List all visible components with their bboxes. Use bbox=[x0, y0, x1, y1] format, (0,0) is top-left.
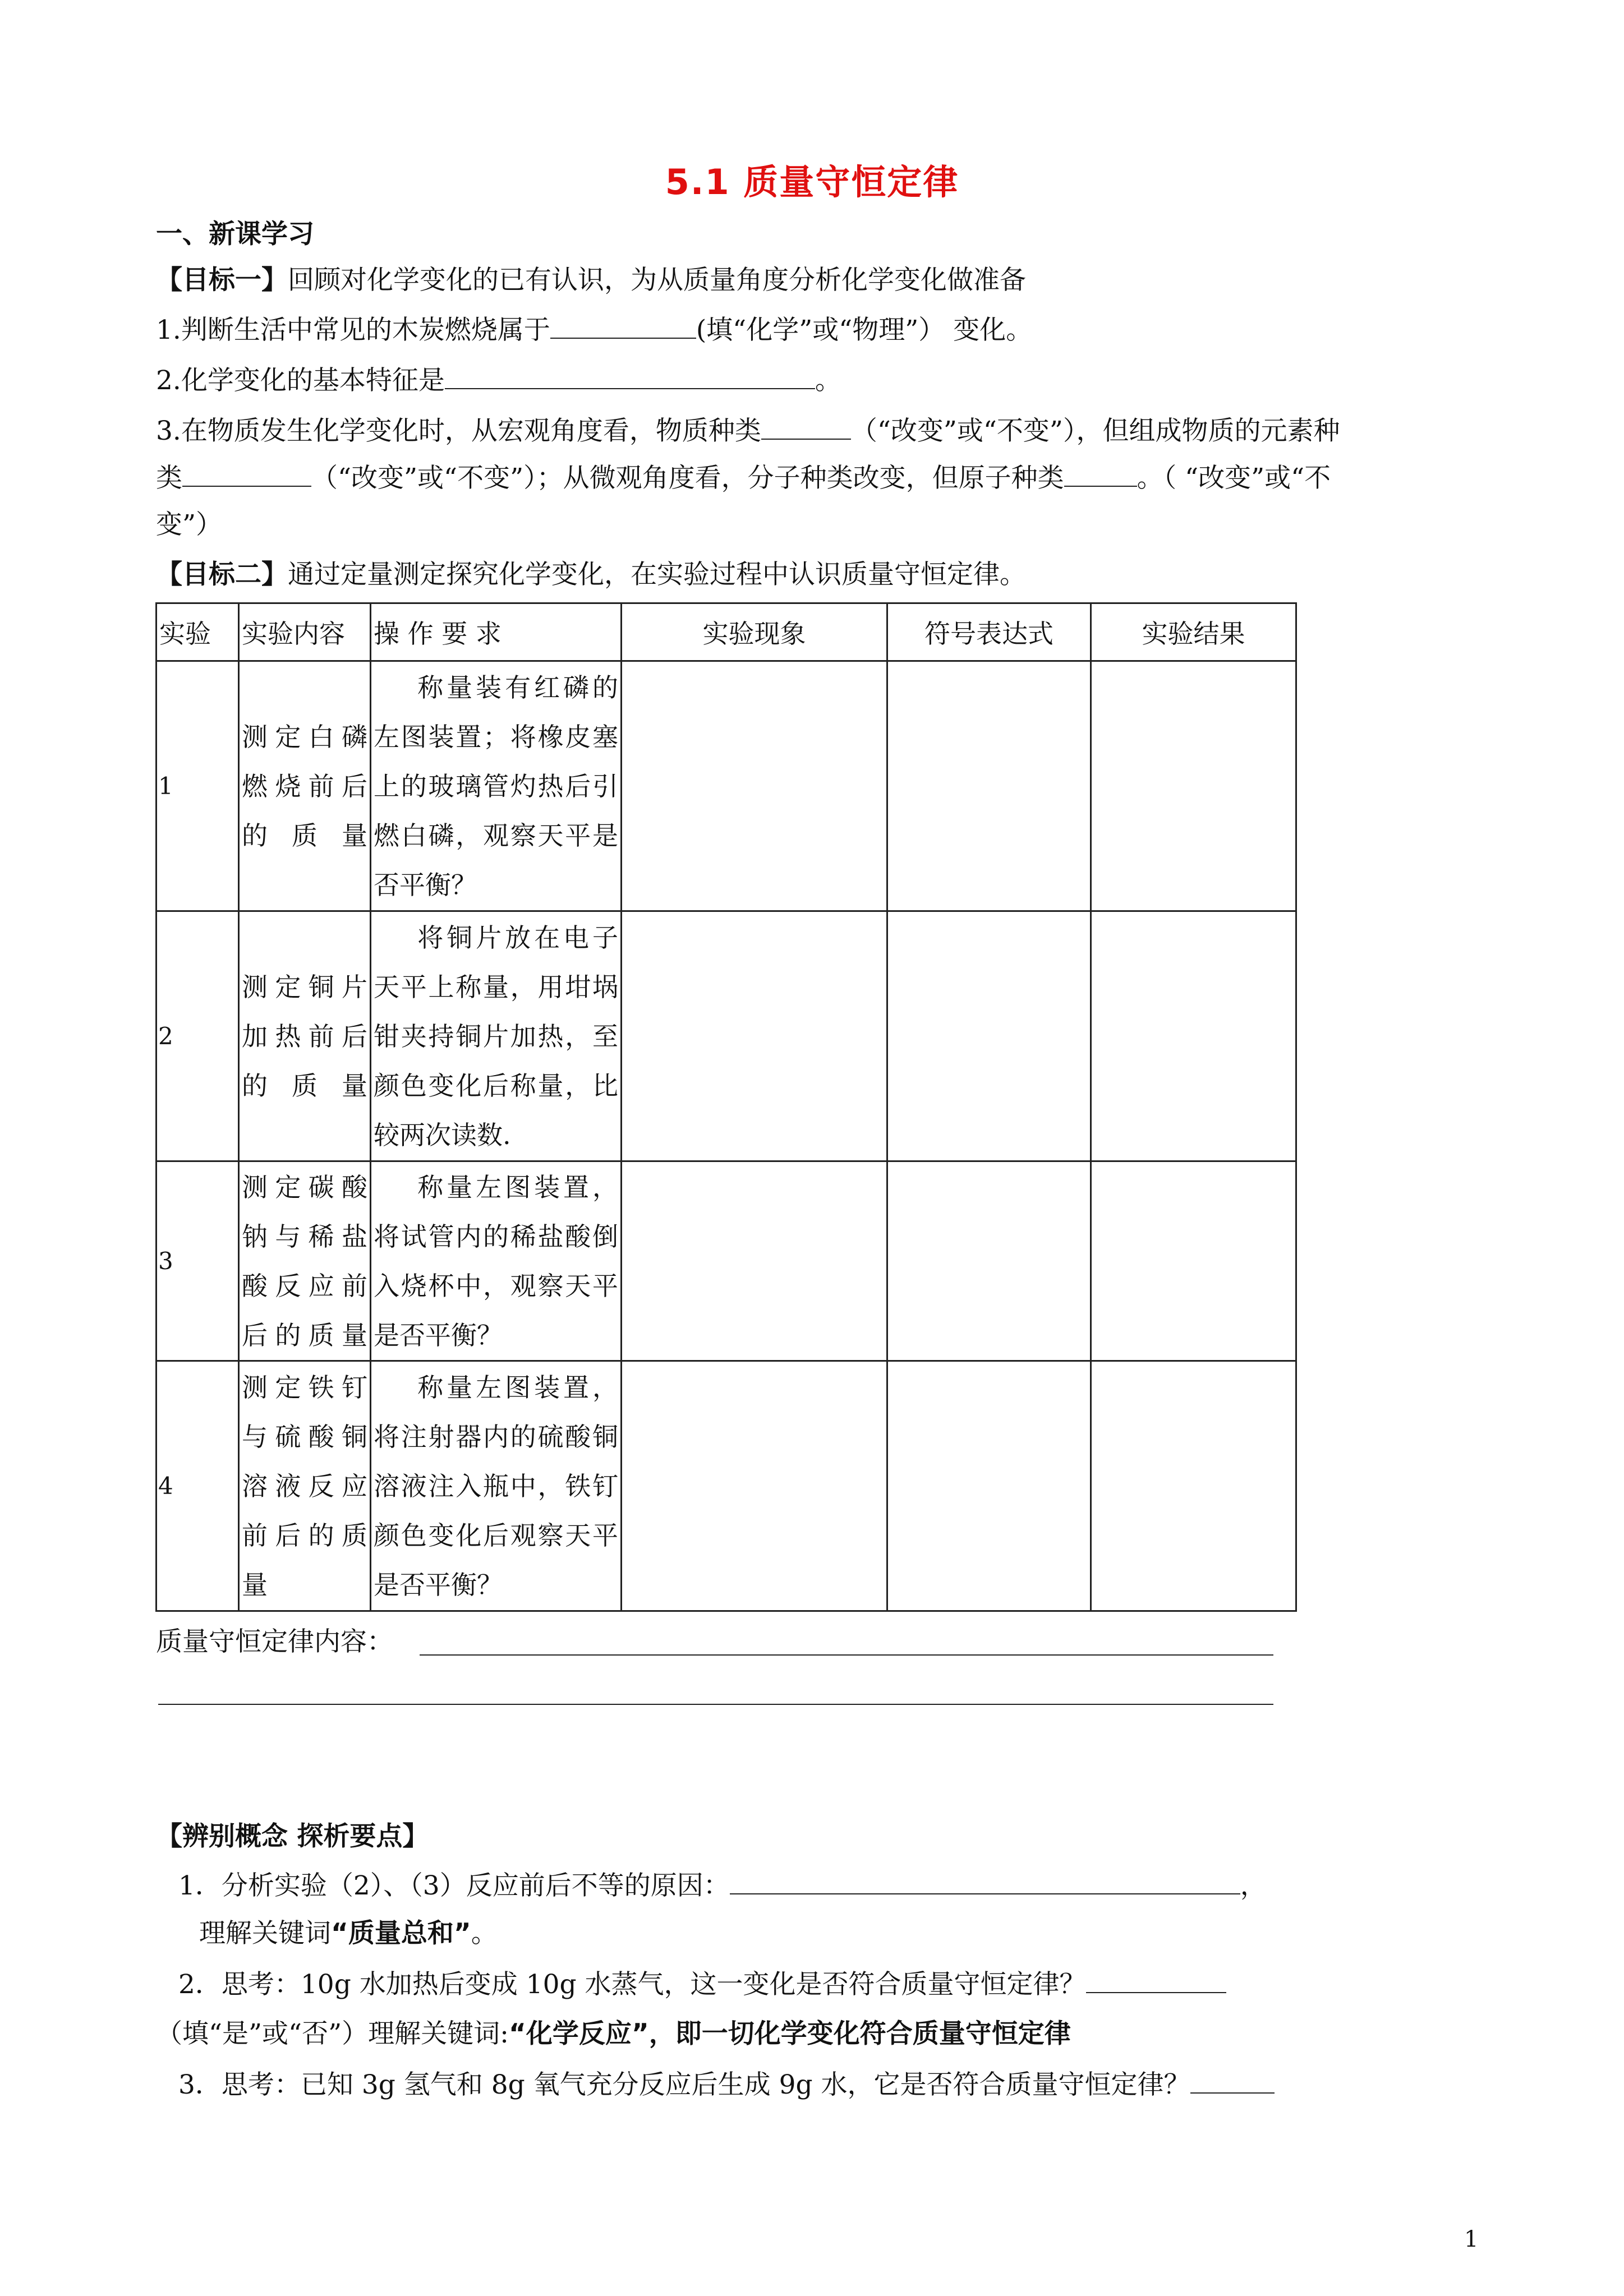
question-3-text-3: （“改变”或“不变”）；从微观角度看，分子种类改变，但原子种类 bbox=[311, 463, 1064, 494]
question-3-hint-2: 。（ “改变”或“不 bbox=[1137, 463, 1331, 494]
experiment-operation: 将铜片放在电子天平上称量，用坩埚钳夹持铜片加热，至颜色变化后称量，比较两次读数. bbox=[371, 911, 622, 1161]
phenomenon-cell[interactable] bbox=[622, 661, 887, 911]
header-experiment: 实验 bbox=[157, 603, 239, 661]
header-content: 实验内容 bbox=[239, 603, 371, 661]
result-cell[interactable] bbox=[1091, 1161, 1296, 1361]
question-3-line2 bbox=[156, 461, 1491, 495]
question-2-text: 2.化学变化的基本特征是 bbox=[156, 365, 445, 396]
equation-cell[interactable] bbox=[887, 911, 1091, 1161]
law-content-blank[interactable] bbox=[420, 1654, 1273, 1656]
point-2-keyword-label: （填“是”或“否”）理解关键词: bbox=[156, 2018, 509, 2049]
table-row bbox=[157, 661, 1296, 911]
point-1-keyword-label: 理解关键词 bbox=[199, 1918, 331, 1949]
question-3-blank-substance[interactable] bbox=[761, 414, 851, 440]
point-2-blank[interactable] bbox=[1086, 1967, 1226, 1993]
law-content-blank-2[interactable] bbox=[158, 1704, 1273, 1705]
phenomenon-cell[interactable] bbox=[622, 1161, 887, 1361]
page-title: 5.1 质量守恒定律 bbox=[665, 162, 959, 202]
point-3 bbox=[178, 2068, 1513, 2102]
question-3-hint: （“改变”或“不变”），但组成物质的元素种 bbox=[850, 416, 1340, 446]
experiment-operation: 称量左图装置，将注射器内的硫酸铜溶液注入瓶中，铁钉颜色变化后观察天平是否平衡？ bbox=[371, 1361, 622, 1611]
question-3-blank-atom[interactable] bbox=[1064, 461, 1137, 487]
question-2-blank[interactable] bbox=[445, 363, 815, 389]
table-row bbox=[157, 1361, 1296, 1611]
goal-one-text: 回顾对化学变化的已有认识，为从质量角度分析化学变化做准备 bbox=[288, 265, 1026, 296]
point-3-blank[interactable] bbox=[1190, 2068, 1275, 2094]
experiment-content: 测定碳酸钠与稀盐酸反应前后的质量 bbox=[239, 1161, 371, 1361]
point-2-keyword: “化学反应”，即一切化学变化符合质量守恒定律 bbox=[508, 2018, 1071, 2049]
question-1-text: 1.判断生活中常见的木炭燃烧属于 bbox=[156, 315, 550, 345]
law-content-label: 质量守恒定律内容： bbox=[156, 1626, 393, 1657]
experiment-content: 测定铁钉与硫酸铜溶液反应前后的质量 bbox=[239, 1361, 371, 1611]
phenomenon-cell[interactable] bbox=[622, 1361, 887, 1611]
experiment-number: 1 bbox=[157, 661, 239, 911]
header-equation: 符号表达式 bbox=[887, 603, 1091, 661]
question-2 bbox=[156, 363, 1491, 398]
header-phenomenon: 实验现象 bbox=[622, 603, 887, 661]
experiment-operation: 称量左图装置，将试管内的稀盐酸倒入烧杯中，观察天平是否平衡？ bbox=[371, 1161, 622, 1361]
question-3-blank-element[interactable] bbox=[182, 461, 311, 487]
header-result: 实验结果 bbox=[1091, 603, 1296, 661]
point-2-line2 bbox=[156, 2017, 1491, 2051]
goal-two-tag: 【目标二】 bbox=[156, 559, 288, 590]
question-2-end: 。 bbox=[815, 365, 841, 396]
point-1-keyword: “质量总和” bbox=[331, 1918, 471, 1949]
table-row bbox=[157, 1161, 1296, 1361]
equation-cell[interactable] bbox=[887, 1361, 1091, 1611]
experiment-number: 3 bbox=[157, 1161, 239, 1361]
table-row bbox=[157, 911, 1296, 1161]
goal-two-text: 通过定量测定探究化学变化，在实验过程中认识质量守恒定律。 bbox=[288, 559, 1026, 590]
question-1-hint: (填“化学”或“物理”） 变化。 bbox=[696, 315, 1033, 345]
section-heading-concepts: 【辨别概念 探析要点】 bbox=[156, 1821, 429, 1852]
question-1-blank[interactable] bbox=[550, 313, 696, 339]
question-3-line3: 变”） bbox=[156, 509, 223, 540]
table-header-row bbox=[157, 603, 1296, 661]
experiment-number: 4 bbox=[157, 1361, 239, 1611]
result-cell[interactable] bbox=[1091, 661, 1296, 911]
point-1-end: ， bbox=[1240, 1870, 1267, 1901]
question-3-text: 3.在物质发生化学变化时，从宏观角度看，物质种类 bbox=[156, 416, 761, 446]
result-cell[interactable] bbox=[1091, 1361, 1296, 1611]
point-1-keyword-end: 。 bbox=[471, 1918, 498, 1949]
phenomenon-cell[interactable] bbox=[622, 911, 887, 1161]
equation-cell[interactable] bbox=[887, 661, 1091, 911]
law-content bbox=[156, 1625, 1491, 1659]
question-3-line1 bbox=[156, 414, 1491, 448]
result-cell[interactable] bbox=[1091, 911, 1296, 1161]
experiment-number: 2 bbox=[157, 911, 239, 1161]
question-1 bbox=[156, 313, 1491, 347]
section-heading-new-lesson: 一、新课学习 bbox=[156, 219, 314, 250]
experiment-operation: 称量装有红磷的左图装置；将橡皮塞上的玻璃管灼热后引燃白磷，观察天平是否平衡？ bbox=[371, 661, 622, 911]
point-3-text: 3．思考：已知 3g 氢气和 8g 氧气充分反应后生成 9g 水，它是否符合质量守恒定律？ bbox=[178, 2069, 1190, 2100]
question-3-text-2: 类 bbox=[156, 463, 182, 494]
point-1-text: 1．分析实验（2）、（3）反应前后不等的原因： bbox=[178, 1870, 730, 1901]
header-operation: 操 作 要 求 bbox=[371, 603, 622, 661]
goal-one-tag: 【目标一】 bbox=[156, 265, 288, 296]
point-1 bbox=[178, 1869, 1513, 1903]
point-1-line2 bbox=[199, 1917, 1534, 1951]
point-1-blank[interactable] bbox=[730, 1869, 1240, 1894]
point-2 bbox=[178, 1967, 1513, 2002]
experiment-content: 测定白磷燃烧前后的质量 bbox=[239, 661, 371, 911]
point-2-text: 2．思考：10g 水加热后变成 10g 水蒸气，这一变化是否符合质量守恒定律？ bbox=[178, 1969, 1086, 2000]
goal-one bbox=[156, 264, 1491, 297]
equation-cell[interactable] bbox=[887, 1161, 1091, 1361]
page-number: 1 bbox=[1464, 2226, 1479, 2252]
experiment-table bbox=[155, 602, 1297, 1612]
experiment-content: 测定铜片加热前后的质量 bbox=[239, 911, 371, 1161]
goal-two bbox=[156, 558, 1491, 592]
